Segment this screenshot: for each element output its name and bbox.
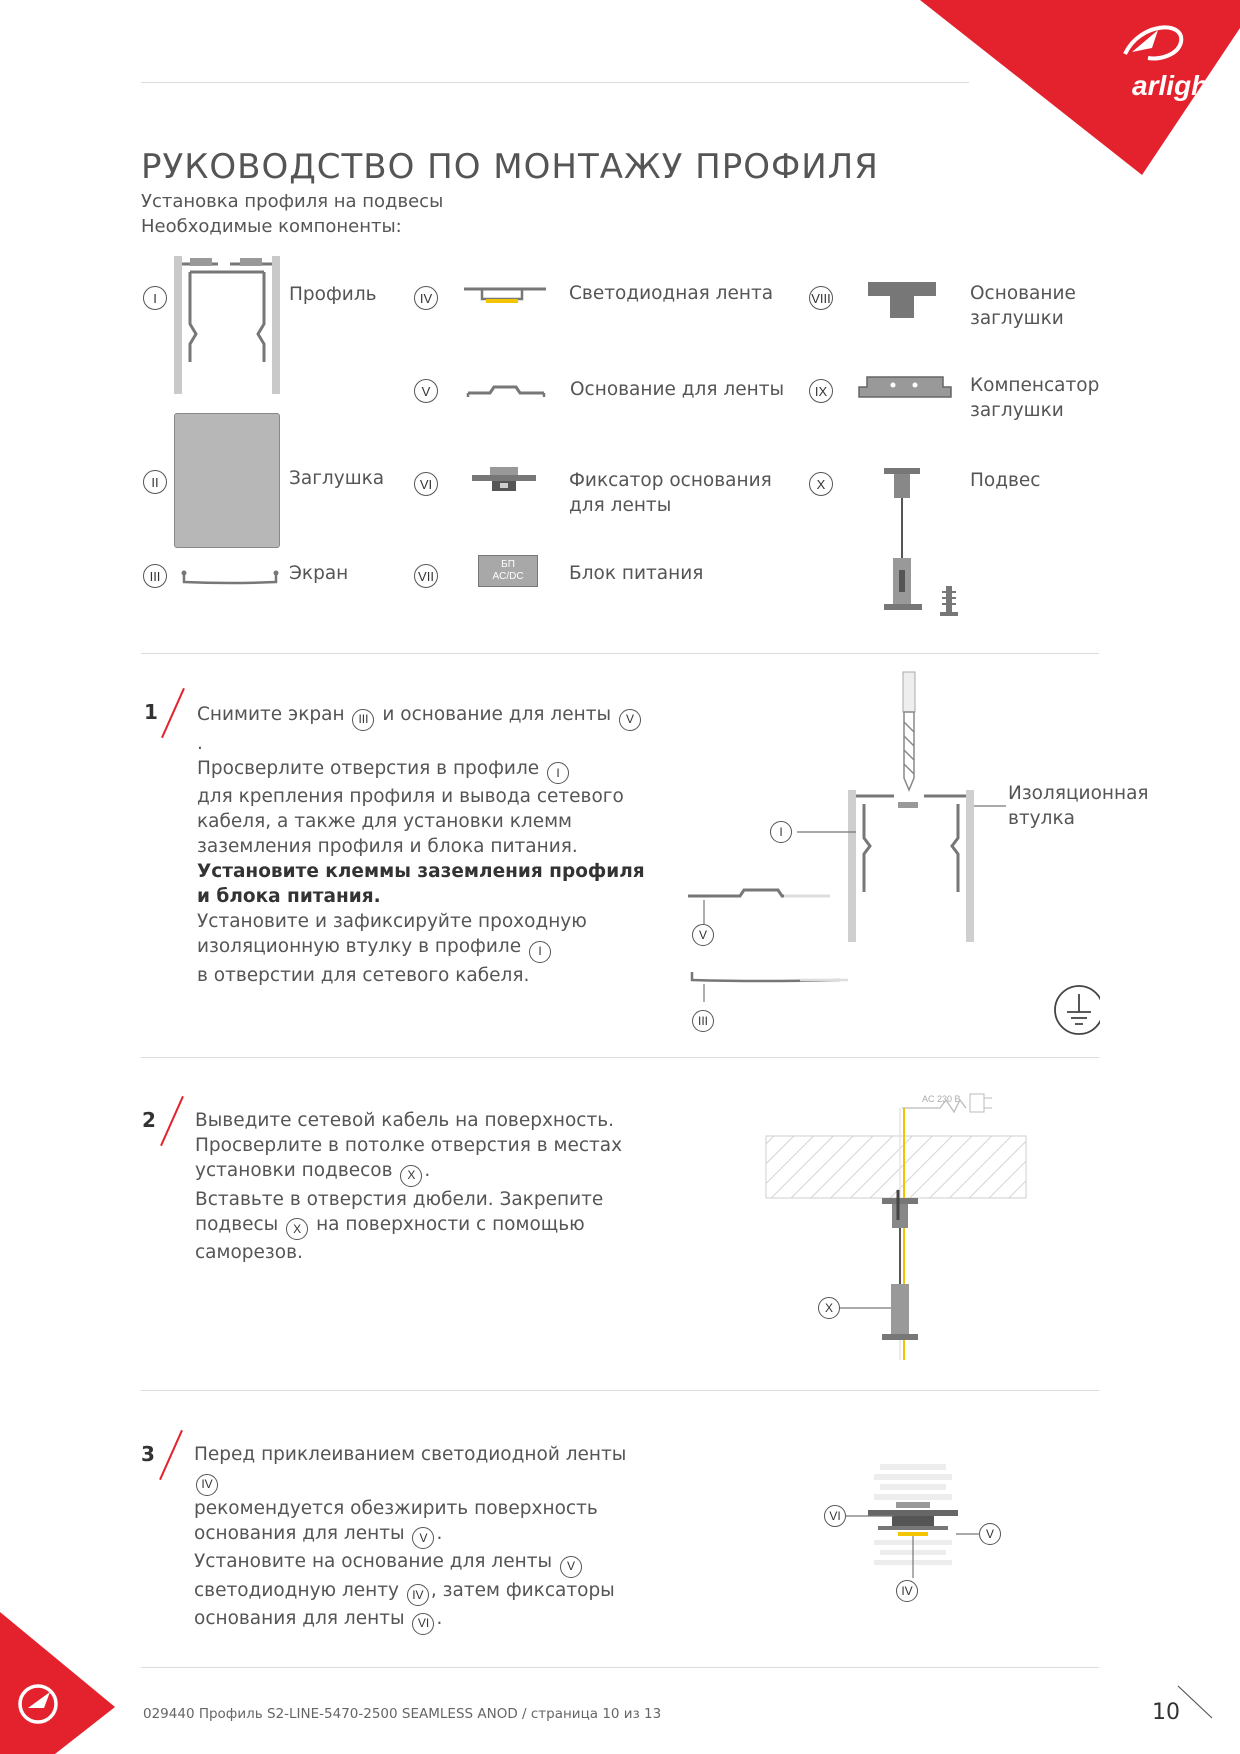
divider-3	[141, 1390, 1099, 1391]
step-1-line-7: изоляционную втулку в профиле	[197, 936, 522, 957]
ac-voltage-label: AC 230 В	[922, 1094, 961, 1104]
step-1-line-3: для крепления профиля и вывода сетевого	[197, 786, 624, 807]
component-label-iii: Экран	[289, 563, 349, 584]
component-label-v: Основание для ленты	[570, 379, 785, 400]
step-2-number: 2	[142, 1108, 156, 1132]
step-3-ref-vi: VI	[824, 1505, 846, 1527]
step-3-leader-lines	[846, 1512, 986, 1542]
step-1-bold-2: и блока питания.	[197, 886, 381, 907]
led-strip-icon	[462, 285, 548, 307]
step-1-line-5: заземления профиля и блока питания.	[197, 836, 578, 857]
step-2-line-1: Выведите сетевой кабель на поверхность.	[195, 1110, 615, 1131]
component-label-iv: Светодиодная лента	[569, 283, 774, 304]
step-3-line-5b: , затем фиксаторы	[430, 1579, 615, 1601]
ref-x: X	[286, 1218, 308, 1240]
power-supply-icon-text-1: БП	[501, 559, 515, 570]
component-label-ix-line2: заглушки	[970, 400, 1064, 421]
step-2-line-5b: на поверхности с помощью	[316, 1213, 585, 1235]
step-2-illustration	[760, 1070, 1030, 1370]
component-number-vi: VI	[414, 472, 438, 496]
step-1-illustration	[680, 668, 1100, 1038]
component-label-ix	[970, 373, 1099, 423]
page-title: РУКОВОДСТВО ПО МОНТАЖУ ПРОФИЛЯ	[141, 146, 879, 187]
profile-icon	[170, 254, 285, 396]
step-1-text	[197, 702, 647, 988]
ref-v: V	[560, 1556, 582, 1578]
step-3-number: 3	[141, 1442, 155, 1466]
intro-line-1: Установка профиля на подвесы	[141, 191, 444, 212]
step-1-ref-i: I	[770, 821, 792, 843]
ref-iv: IV	[196, 1474, 218, 1496]
component-label-i: Профиль	[289, 284, 377, 305]
strip-base-faded-icon	[688, 890, 830, 896]
component-number-vii: VII	[414, 564, 438, 588]
ref-x: X	[400, 1165, 422, 1187]
component-number-x: X	[809, 472, 833, 496]
step-3-line-2: рекомендуется обезжирить поверхность	[194, 1497, 598, 1519]
step-3-ref-v: V	[979, 1523, 1001, 1545]
divider-1	[141, 653, 1099, 654]
step-2-text: Выведите сетевой кабель на поверхность. Просверлите в потолке отверстия в местах установки подвесов X . Вставьте в отверстия дюбели. Закрепите подвесы X на поверхности с помощью саморезов.	[195, 1108, 645, 1265]
intro-line-2: Необходимые компоненты:	[141, 216, 402, 237]
component-label-vii: Блок питания	[569, 563, 704, 584]
footer-divider	[141, 1667, 1099, 1668]
base-fixer-icon	[470, 465, 540, 495]
ceiling-section	[766, 1136, 1026, 1198]
step-2-line-4: Вставьте в отверстия дюбели. Закрепите	[195, 1188, 604, 1210]
power-supply-icon	[478, 555, 538, 587]
step-1-bold-1: Установите клеммы заземления профиля	[197, 861, 645, 882]
suspension-icon	[880, 466, 976, 620]
step-1-line-2: Просверлите отверстия в профиле	[197, 757, 540, 779]
component-label-vi-line1: Фиксатор основания	[569, 470, 772, 491]
ref-vi: VI	[412, 1613, 434, 1635]
component-label-vi	[569, 468, 772, 518]
step-1-ref-v: V	[692, 924, 714, 946]
component-label-viii	[970, 281, 1076, 331]
insulation-sleeve-label	[1008, 781, 1149, 831]
step-3-line-6: основания для ленты	[194, 1608, 405, 1629]
step-3-text: Перед приклеиванием светодиодной ленты IV рекомендуется обезжирить поверхность основания для ленты V . Установите на основание для ленты V светодиодную ленту IV , затем фиксаторы основания для ленты VI .	[194, 1442, 644, 1635]
component-number-ix: IX	[809, 379, 833, 403]
end-cap-base-icon	[866, 280, 938, 320]
page-number: 10	[1152, 1700, 1180, 1725]
ref-i: I	[529, 941, 551, 963]
component-number-v: V	[414, 379, 438, 403]
component-label-ix-line1: Компенсатор	[970, 375, 1100, 396]
step-2-line-2: Просверлите в потолке отверстия в местах	[195, 1135, 623, 1156]
screw-icon	[940, 586, 958, 616]
step-3-slash	[159, 1430, 183, 1480]
ref-iv: IV	[407, 1584, 429, 1606]
ground-icon	[1055, 986, 1100, 1034]
step-1-line-1b: и основание для ленты	[382, 704, 612, 725]
step-2-line-5a: подвесы	[195, 1213, 279, 1235]
component-label-x: Подвес	[970, 470, 1041, 491]
step-1-line-6: Установите и зафиксируйте проходную	[197, 911, 587, 932]
insulation-sleeve-label-2: втулка	[1008, 808, 1075, 829]
drill-icon	[903, 672, 915, 790]
step-1-line-1c: .	[197, 732, 203, 754]
step-3-line-5a: светодиодную ленту	[194, 1579, 399, 1601]
step-1-slash	[161, 688, 185, 738]
component-number-iii: III	[143, 564, 167, 588]
component-number-i: I	[143, 286, 167, 310]
ref-i: I	[547, 762, 569, 784]
ref-v: V	[619, 709, 641, 731]
component-number-viii: VIII	[809, 286, 833, 310]
step-3-line-3: основания для ленты	[194, 1522, 405, 1544]
suspension-mounted-icon	[882, 1190, 918, 1340]
compensator-icon	[857, 373, 953, 401]
component-number-ii: II	[143, 470, 167, 494]
intro-text	[141, 189, 443, 239]
step-3-line-4: Установите на основание для ленты	[194, 1551, 553, 1572]
step-1-line-4: кабеля, а также для установки клемм	[197, 811, 572, 832]
insulation-sleeve-icon	[898, 802, 918, 808]
step-2-slash	[160, 1096, 184, 1146]
brand-corner-bottom	[0, 1612, 120, 1754]
step-1-line-1a: Снимите экран	[197, 704, 345, 725]
component-number-iv: IV	[414, 286, 438, 310]
step-1-line-8: в отверстии для сетевого кабеля.	[197, 964, 530, 986]
step-3-line-1: Перед приклеиванием светодиодной ленты	[194, 1444, 627, 1465]
step-2-ref-x: X	[818, 1297, 840, 1319]
component-label-viii-line2: заглушки	[970, 308, 1064, 329]
ref-iii: III	[352, 709, 374, 731]
ref-v: V	[412, 1527, 434, 1549]
brand-corner-top	[920, 0, 1240, 175]
step-2-line-6: саморезов.	[195, 1242, 303, 1263]
arlight-logo-text: arlight	[1132, 70, 1218, 101]
insulation-sleeve-label-1: Изоляционная	[1008, 783, 1149, 804]
step-2-line-3: установки подвесов	[195, 1160, 393, 1181]
page-number-slash-icon	[1176, 1684, 1216, 1720]
step-3-ref-iv: IV	[896, 1580, 918, 1602]
profile-section-icon	[852, 790, 970, 942]
footer-text: 029440 Профиль S2-LINE-5470-2500 SEAMLESS ANOD / страница 10 из 13	[143, 1706, 662, 1722]
top-divider	[141, 82, 969, 83]
step-1-number: 1	[144, 700, 158, 724]
screen-icon	[180, 570, 280, 586]
strip-base-icon	[466, 383, 546, 399]
component-label-ii: Заглушка	[289, 468, 385, 489]
end-cap-icon	[174, 413, 280, 548]
component-label-vi-line2: для ленты	[569, 495, 672, 516]
component-label-viii-line1: Основание	[970, 283, 1076, 304]
step-1-ref-iii: III	[692, 1010, 714, 1032]
screen-faded-icon	[692, 972, 848, 981]
power-supply-icon-text-2: AC/DC	[492, 571, 524, 582]
divider-2	[141, 1057, 1099, 1058]
